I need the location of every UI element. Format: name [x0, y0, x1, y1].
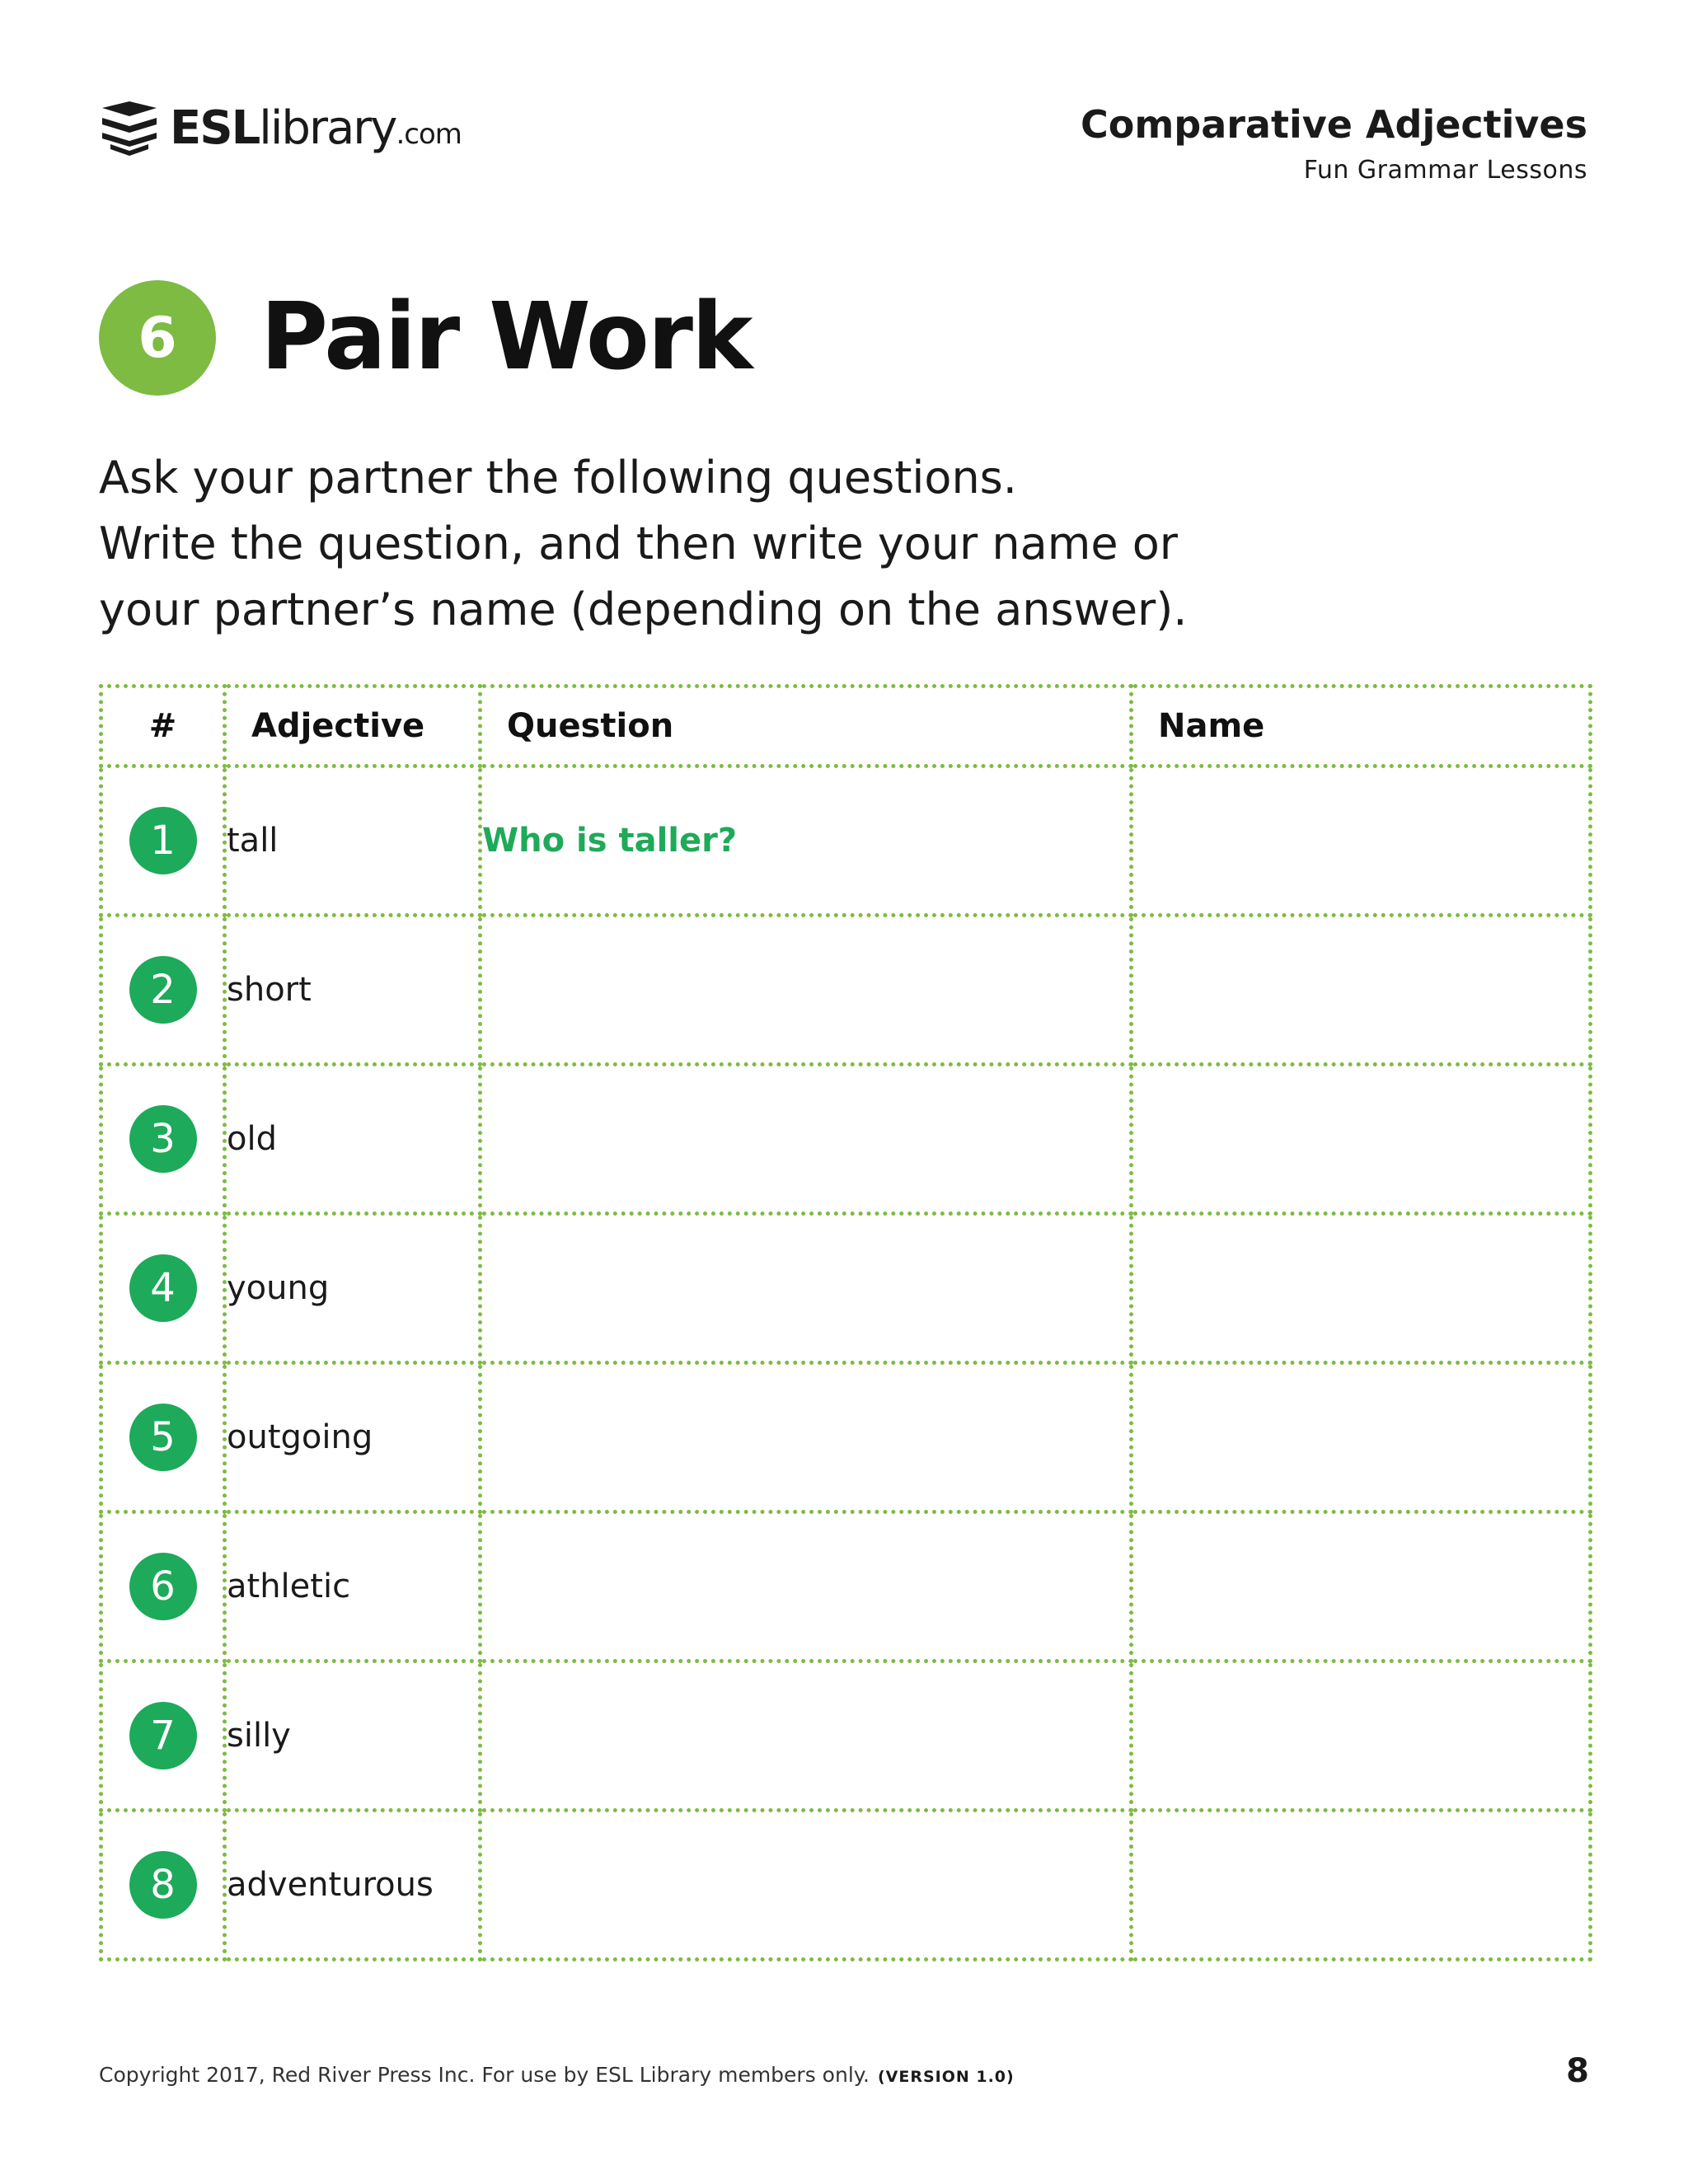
adjective-cell: short: [225, 916, 481, 1065]
adjective-cell: tall: [225, 766, 481, 916]
lesson-title: Comparative Adjectives: [1080, 102, 1587, 147]
table-row: [101, 1512, 1591, 1661]
name-cell[interactable]: [1132, 1214, 1591, 1363]
table-row: [101, 916, 1591, 1065]
table-row: [101, 766, 1591, 916]
question-cell[interactable]: [481, 1811, 1132, 1960]
row-number-badge: 4: [129, 1254, 197, 1322]
name-cell[interactable]: [1132, 1512, 1591, 1661]
name-cell[interactable]: [1132, 766, 1591, 916]
column-header-name: Name: [1132, 687, 1591, 766]
book-stack-icon: [99, 100, 160, 157]
question-cell[interactable]: [481, 1065, 1132, 1214]
page-number: 8: [1566, 2052, 1589, 2090]
question-cell[interactable]: [481, 1363, 1132, 1512]
name-cell[interactable]: [1132, 1811, 1591, 1960]
instruction-line: Write the question, and then write your name or: [99, 518, 1178, 569]
row-number-badge: 6: [129, 1553, 197, 1620]
row-number-badge: 3: [129, 1105, 197, 1173]
table-row: [101, 1811, 1591, 1960]
column-header-question: Question: [481, 687, 1132, 766]
table-row: [101, 1661, 1591, 1811]
name-cell[interactable]: [1132, 1363, 1591, 1512]
pair-work-table: [99, 684, 1588, 1961]
adjective-cell: young: [225, 1214, 481, 1363]
footer-copyright: [99, 2063, 1015, 2087]
question-cell[interactable]: [481, 1661, 1132, 1811]
adjective-cell: athletic: [225, 1512, 481, 1661]
row-number-badge: 2: [129, 956, 197, 1024]
table-header-row: [101, 687, 1591, 766]
instructions: [99, 445, 1335, 643]
row-number-badge: 8: [129, 1851, 197, 1919]
version-label: (VERSION 1.0): [877, 2068, 1015, 2086]
name-cell[interactable]: [1132, 1661, 1591, 1811]
table-row: [101, 1363, 1591, 1512]
column-header-adjective: Adjective: [225, 687, 481, 766]
question-cell[interactable]: [481, 1214, 1132, 1363]
lesson-subtitle: Fun Grammar Lessons: [1303, 155, 1587, 185]
logo-brand: ESL: [170, 101, 260, 155]
section-number-badge: 6: [99, 280, 216, 396]
question-cell[interactable]: [481, 1512, 1132, 1661]
row-number-badge: 7: [129, 1702, 197, 1769]
esl-library-logo: [99, 96, 462, 162]
instruction-line: your partner’s name (depending on the answer).: [99, 583, 1188, 635]
adjective-cell: silly: [225, 1661, 481, 1811]
row-number-badge: 5: [129, 1404, 197, 1471]
name-cell[interactable]: [1132, 1065, 1591, 1214]
copyright-text: Copyright 2017, Red River Press Inc. For use by ESL Library members only.: [99, 2063, 870, 2087]
section-title: Pair Work: [260, 284, 752, 391]
logo-tld: .com: [396, 118, 462, 151]
adjective-cell: adventurous: [225, 1811, 481, 1960]
table-row: [101, 1214, 1591, 1363]
lesson-header: [1081, 104, 1587, 185]
question-cell[interactable]: Who is taller?: [481, 766, 1132, 916]
row-number-badge: 1: [129, 807, 197, 874]
question-cell[interactable]: [481, 916, 1132, 1065]
name-cell[interactable]: [1132, 916, 1591, 1065]
adjective-cell: outgoing: [225, 1363, 481, 1512]
adjective-cell: old: [225, 1065, 481, 1214]
logo-wordmark: [170, 101, 462, 155]
instruction-line: Ask your partner the following questions.: [99, 452, 1017, 504]
column-header-number: #: [101, 687, 225, 766]
logo-name: library: [259, 101, 396, 155]
table-row: [101, 1065, 1591, 1214]
